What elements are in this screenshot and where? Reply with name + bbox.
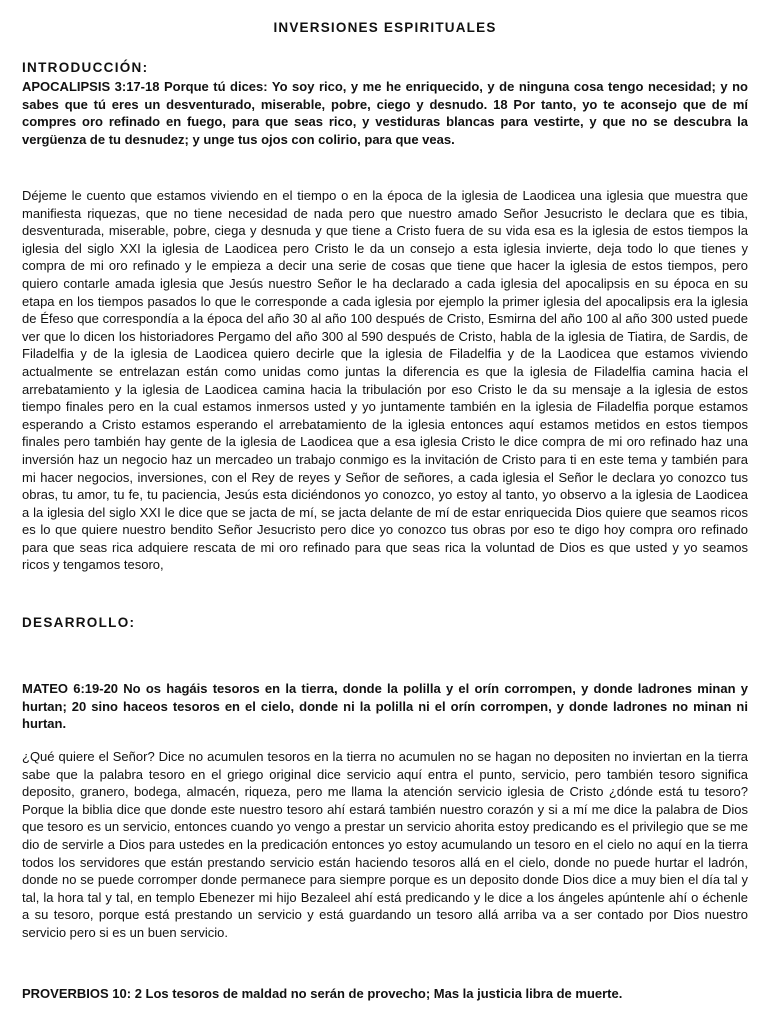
introduction-body: Déjeme le cuento que estamos viviendo en el tiempo o en la época de la iglesia de Laodicea una iglesia que muestra que manifiesta riquezas, que no tiene necesidad de nada pero que nuestro amado Señor Jesucristo le declara que es tibia, desventurada, miserable, pobre, ciega y desnuda y que tiene a Cristo fuera de su vida esa es la iglesia de estos tiempos la iglesia del siglo XXI la iglesia de Laodicea pero Cristo le da un consejo a esta iglesia invierte, deja todo lo que tienes y compra de mi oro refinado y le empieza a decir una serie de cosas que tiene que hacer la iglesia de estos tiempos, pero quiero contarle amada iglesia que Jesús nuestro Señor le ha declarado a cada iglesia del apocalipsis en su época en su etapa en los tiempos pasados lo que le corresponde a cada iglesia por ejemplo la primer iglesia del apocalipsis era la iglesia de Éfeso que correspondía a la época del año 30 al año 100 después de Cristo, Esmirna del año 100 al año 300 usted puede ver que lo dicen los historiadores Pergamo del año 300 al 590 después de Cristo, habla de la iglesia de Tiatira, de Sardis, de Filadelfia y de la iglesia de Laodicea quiero decirle que la iglesia de Filadelfia y de la Laodicea que estamos viviendo actualmente se entrelazan están como unidas como juntas la diferencia es que la iglesia de Filadelfia camina hacia el arrebatamiento y la iglesia de Laodicea camina hacia la tribulación por eso Cristo le da su mensaje a la iglesia de estos tiempo finales pero en la cual estamos inmersos usted y yo juntamente también en la iglesia de Filadelfia porque estamos esperando a Cristo estamos esperando el arrebatamiento de la iglesia entonces aquí estamos metidos en estos tiempos finales pero también hay gente de la iglesia de Laodicea que a esa iglesia Cristo le dice compra de mi oro refinado haz una inversión haz un negocio haz un mercadeo un trabajo conmigo es la invitación de Cristo para ti en este tema y también para mi hacer negocios, inversiones, con el Rey de reyes y Señor de señores, a cada iglesia el Señor le declara yo conozco tus obras, tu amor, tu fe, tu paciencia, Jesús esta diciéndonos yo conozco, yo estoy al tanto, yo observo a la iglesia de Laodicea a la iglesia del siglo XXI le dice que se jacta de mí, se jacta delante de mí de estar enriquecida Dios quiere que seamos ricos es lo que quiere nuestro bendito Señor Jesucristo pero dice yo conozco tus obras por eso te digo hoy compra oro refinado para que seas rica adquiere rescata de mi oro refinado para que seas rica la voluntad de Dios es que usted y yo seamos ricos y tengamos tesoro, [22, 188, 748, 573]
development-verse: MATEO 6:19-20 No os hagáis tesoros en la tierra, donde la polilla y el orín corrompen, y donde ladrones minan y hurtan; 20 sino haceos tesoros en el cielo, donde ni la polilla ni el orín corrompen, y donde ladrones no minan ni hurtan. [22, 681, 748, 732]
introduction-verse: APOCALIPSIS 3:17-18 Porque tú dices: Yo soy rico, y me he enriquecido, y de ninguna cosa tengo necesidad; y no sabes que tú eres un desventurado, miserable, pobre, ciego y desnudo. 18 Por tanto, yo te aconsejo que de mí compres oro refinado en fuego, para que seas rico, y vestiduras blancas para vestirte, y que no se descubra la vergüenza de tu desnudez; y unge tus ojos con colirio, para que veas. [22, 79, 748, 147]
development-heading: DESARROLLO: [22, 615, 136, 630]
development-verse-proverbs: PROVERBIOS 10: 2 Los tesoros de maldad no serán de provecho; Mas la justicia libra de muerte. [22, 986, 623, 1001]
development-body: ¿Qué quiere el Señor? Dice no acumulen tesoros en la tierra no acumulen no se hagan no depositen no inviertan en la tierra sabe que la palabra tesoro en el griego original dice servicio aquí entra el punto, servicio, pero también tesoro significa deposito, granero, bodega, almacén, riqueza, pero me llama la atención servicio iglesia de Cristo ¿dónde está tu tesoro? Porque la biblia dice que donde este nuestro tesoro ahí estará también nuestro corazón y si a mí me dice la palabra de Dios que tesoro es un servicio, entonces cuando yo vengo a prestar un servicio ahorita estoy predicando es el privilegio que se me dio de servirle a Dios para ustedes en la predicación entonces yo estoy acumulando un tesoro en el cielo no aquí en la tierra todos los servidores que están prestando servicio están haciendo tesoros allá en el cielo, donde no puede hurtar el ladrón, donde no se puede corromper donde permanece para siempre porque es un deposito donde Dios dice a muy bien el día tal y tal, la hora tal y tal, en templo Ebenezer mi hijo Bezaleel ahí está predicando y le dice a los ángeles apúntenle ahí o échenle a su tesoro, porque está prestando un servicio y está guardando un tesoro allá arriba va a ser contado por Dios nuestro servicio pero si es un buen servicio. [22, 749, 748, 940]
document-page [22, 0, 748, 1024]
document-title: INVERSIONES ESPIRITUALES [273, 20, 497, 35]
introduction-heading: INTRODUCCIÓN: [22, 60, 149, 75]
